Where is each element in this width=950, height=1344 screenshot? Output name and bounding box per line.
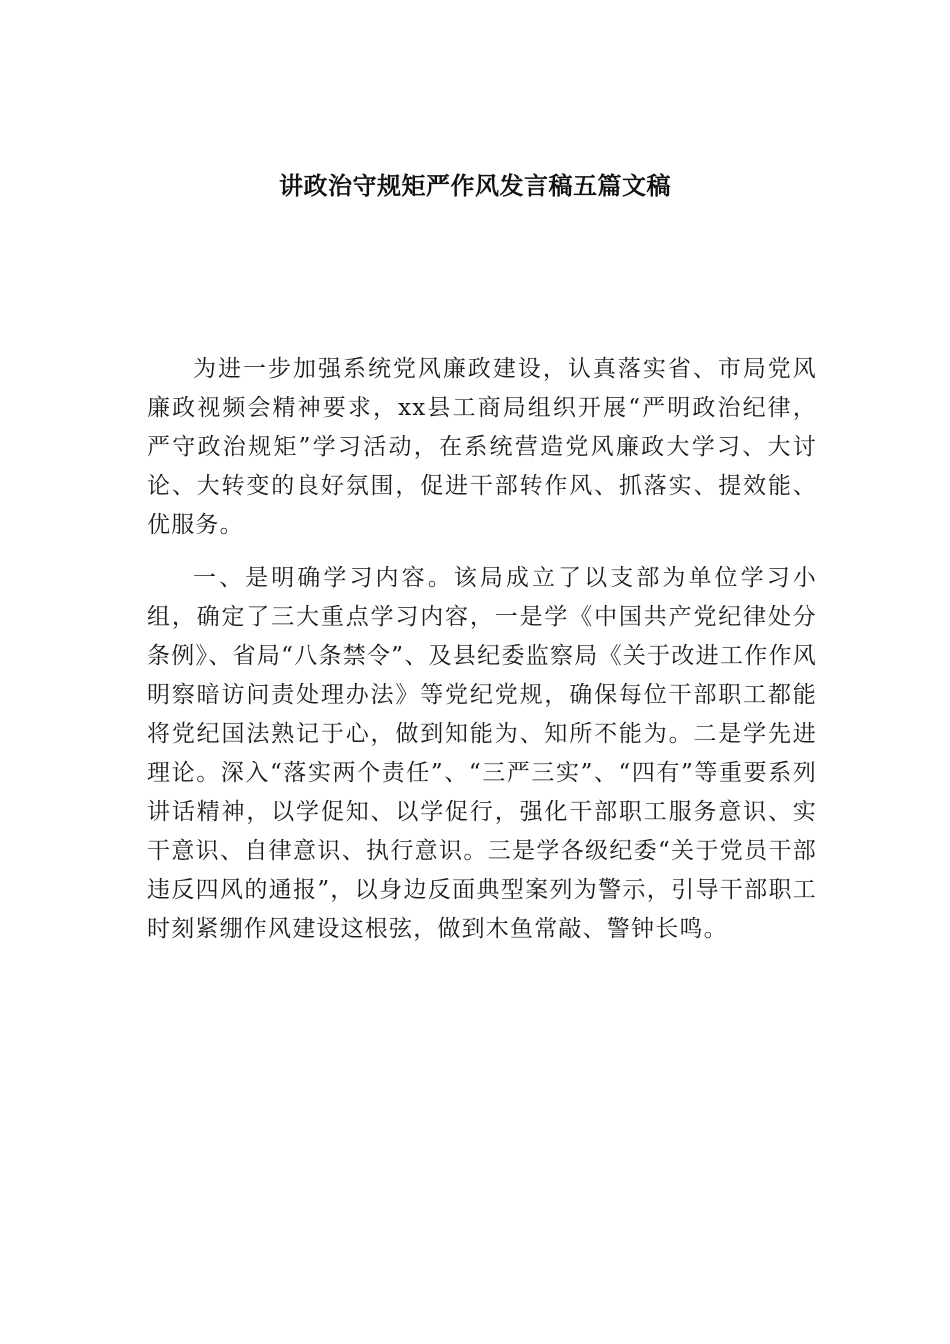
paragraph-section-one: 一、是明确学习内容。该局成立了以支部为单位学习小组，确定了三大重点学习内容，一是学《中国共产党纪律处分条例》、省局“八条禁令”、及县纪委监察局《关于改进工作作风明察暗访问责处理办法》等党纪党规，确保每位干部职工都能将党纪国法熟记于心，做到知能为、知所不能为。二是学先进理论。深入“落实两个责任”、“三严三实”、“四有”等重要系列讲话精神，以学促知、以学促行，强化干部职工服务意识、实干意识、自律意识、执行意识。三是学各级纪委“关于党员干部违反四风的通报”，以身边反面典型案列为警示，引导干部职工时刻紧绷作风建设这根弦，做到木鱼常敲、警钟长鸣。 bbox=[147, 565, 817, 942]
paragraph-intro: 为进一步加强系统党风廉政建设，认真落实省、市局党风廉政视频会精神要求，xx县工商局组织开展“严明政治纪律，严守政治规矩”学习活动，在系统营造党风廉政大学习、大讨论、大转变的良好氛围，促进干部转作风、抓落实、提效能、优服务。 bbox=[147, 356, 817, 538]
document-body bbox=[147, 350, 817, 949]
document-title: 讲政治守规矩严作风发言稿五篇文稿 bbox=[279, 172, 671, 201]
